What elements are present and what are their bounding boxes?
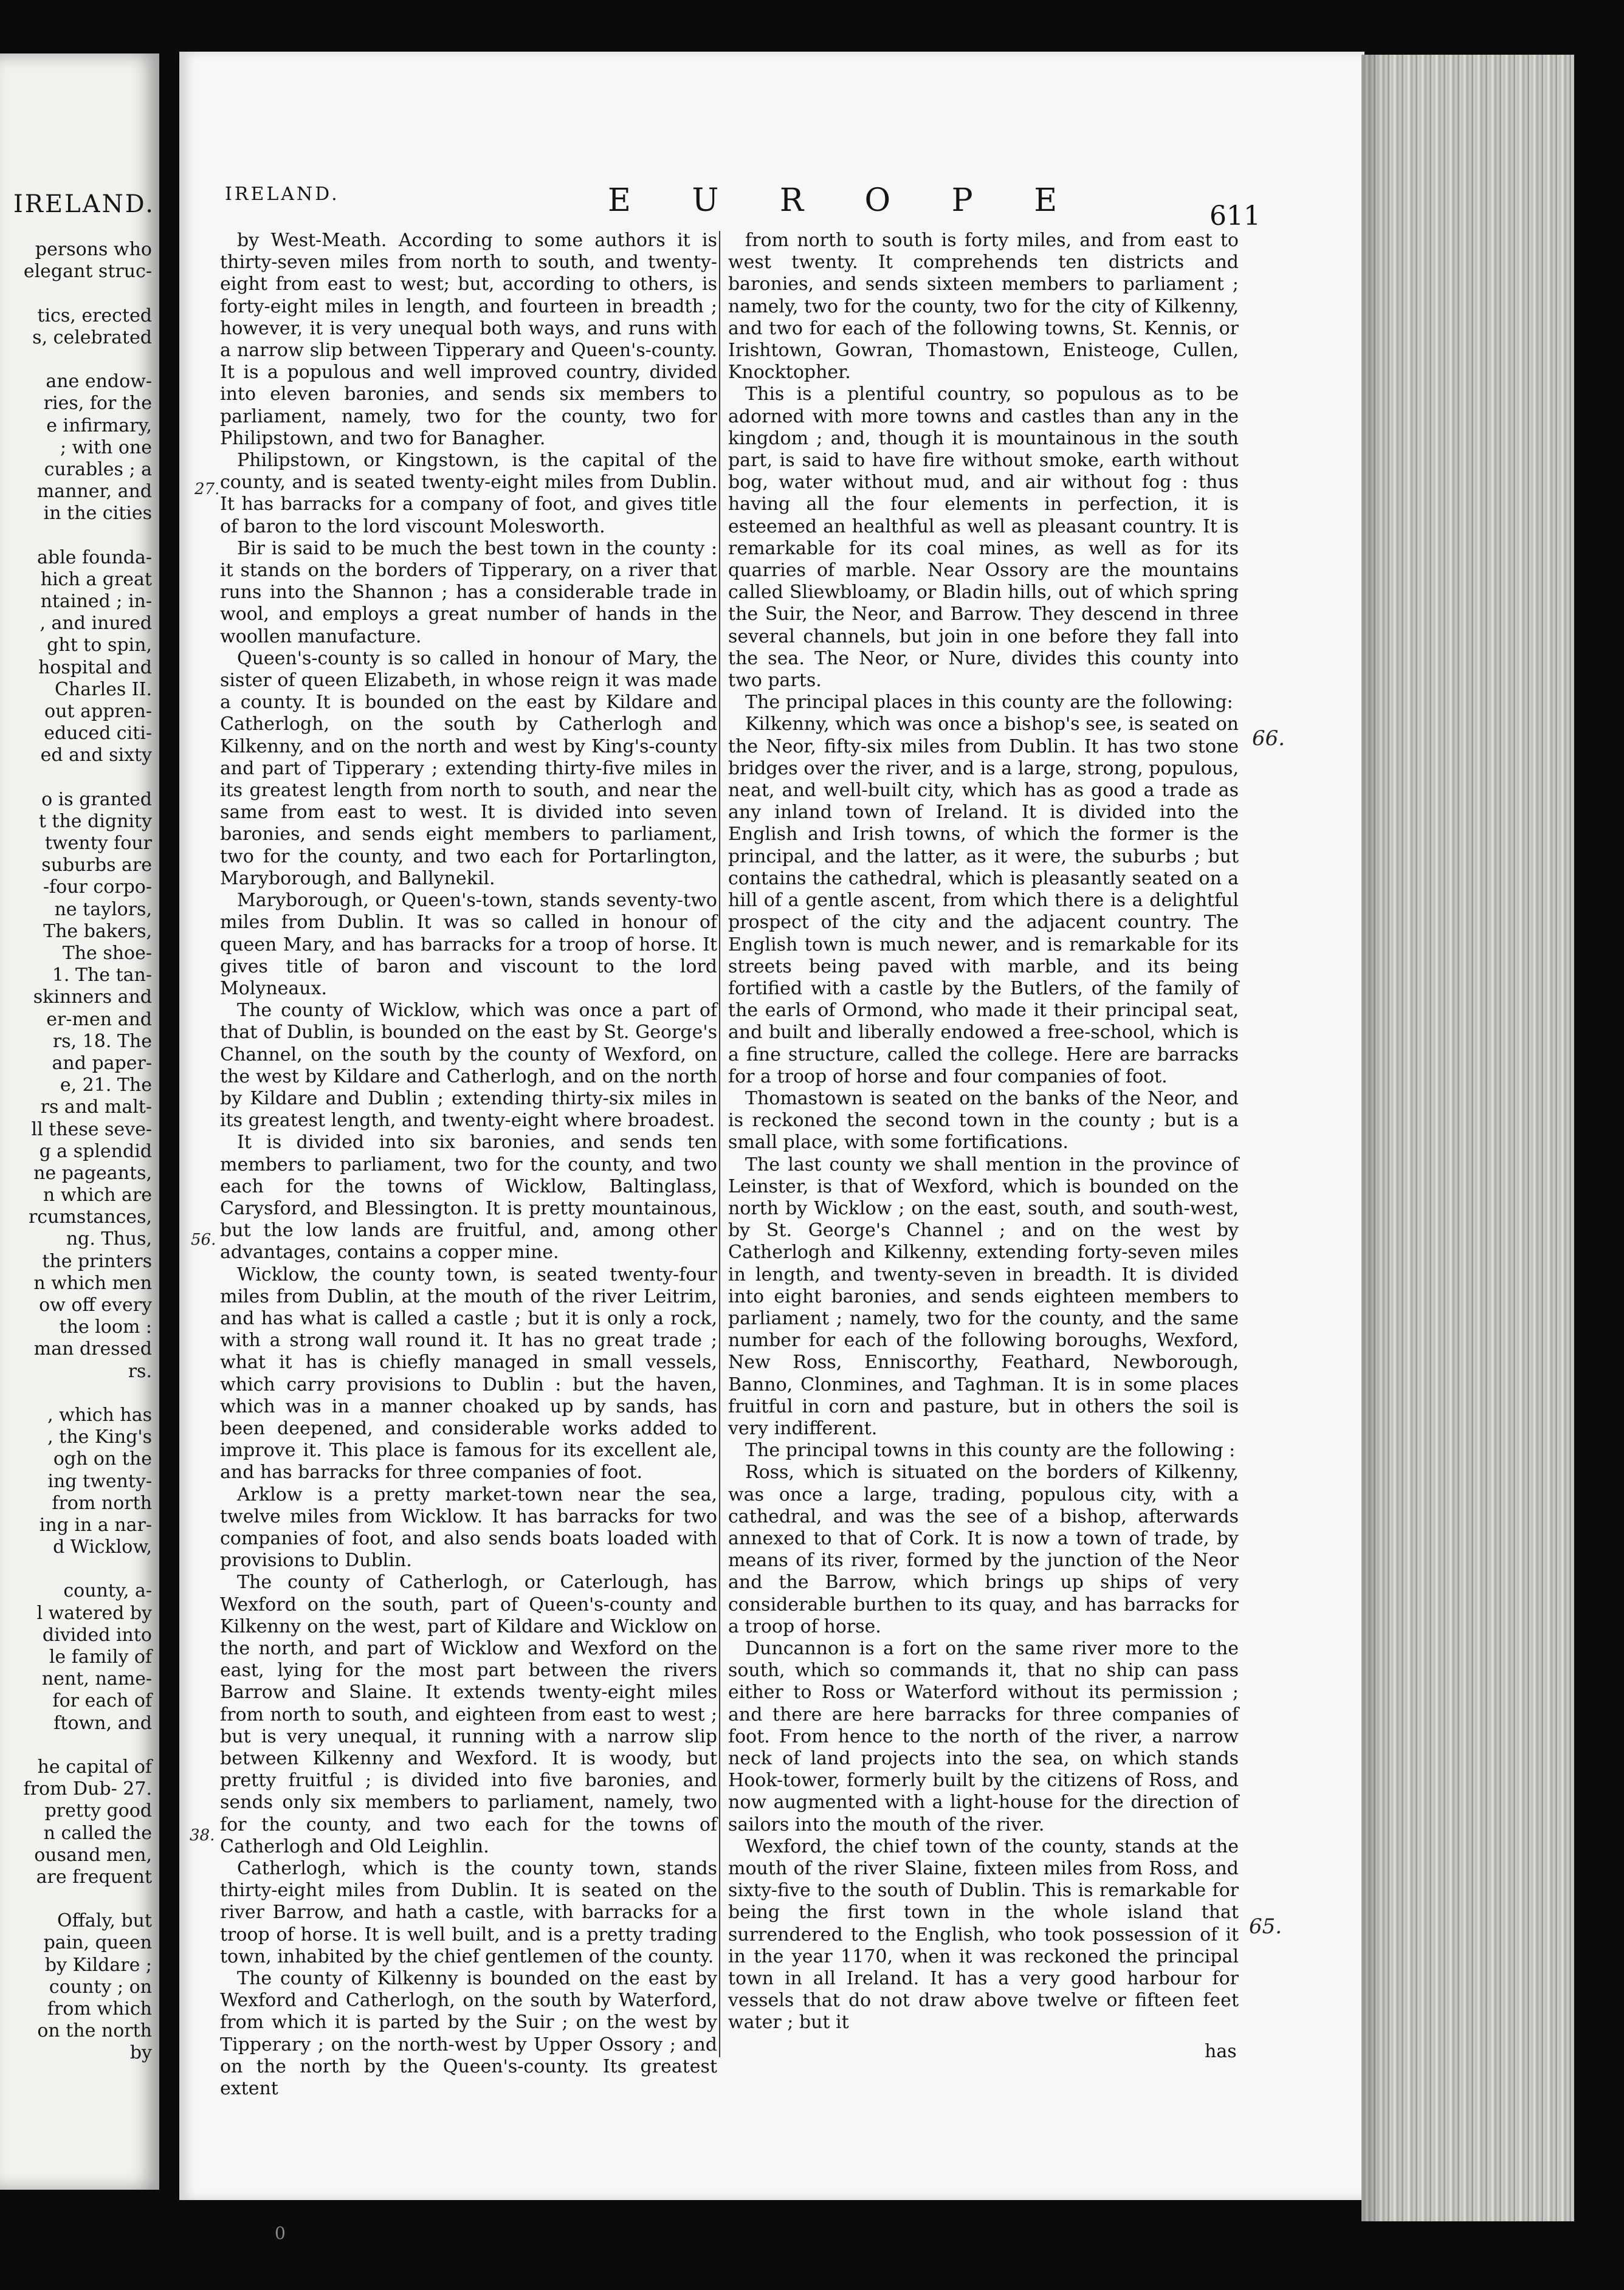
text-fragment: 1. The tan- <box>52 964 152 986</box>
column-divider <box>719 231 720 2057</box>
text-fragment: ntained ; in- <box>40 591 152 612</box>
text-fragment: hospital and <box>38 656 152 678</box>
text-fragment: able founda- <box>36 546 152 568</box>
left-page-fragments <box>0 239 152 2065</box>
paragraph: Thomastown is seated on the banks of the Neor, and is reckoned the second town in the county ; but is a small place, with some fortifications. <box>728 1087 1239 1154</box>
text-fragment: ght to spin, <box>47 634 152 656</box>
text-fragment: , and inured <box>40 613 152 634</box>
text-fragment: ing in a nar- <box>39 1514 152 1536</box>
text-fragment: from north <box>52 1492 152 1514</box>
text-fragment: twenty four <box>44 833 152 854</box>
paragraph: This is a plentiful country, so populous as to be adorned with more towns and castles than any in the kingdom ; and, though it is mountainous in the south part, is said to have fire without smoke, earth without bog, water without mud, and air without fog : thus having all the four elements in perfection, it is esteemed an healthful as well as pleasant country. It is remarkable for its coal mines, as well as for its quarries of marble. Near Ossory are the mountains called Sliewbloamy, or Bladin hills, out of which spring the Suir, the Neor, and Barrow. They descend in three several channels, but join in one before they fall into the sea. The Neor, or Nure, divides this county into two parts. <box>728 383 1239 692</box>
text-fragment: on the north <box>37 2020 152 2042</box>
text-fragment: e infirmary, <box>46 414 152 436</box>
text-fragment: man dressed <box>33 1338 152 1360</box>
text-fragment: g a splendid <box>39 1140 152 1162</box>
text-fragment: for each of <box>52 1690 152 1712</box>
text-fragment: n called the <box>43 1822 152 1844</box>
text-fragment: Offaly, but <box>57 1910 152 1932</box>
text-fragment: ne taylors, <box>54 898 152 920</box>
text-fragment: are frequent <box>36 1866 152 1888</box>
paragraph: The last county we shall mention in the province of Leinster, is that of Wexford, which is bounded on the north by Wicklow ; on the east, south, and south-west, by St. George's Channel ; and on the west by Catherlogh and Kilkenny, extending forty-seven miles in length, and twenty-seven in breadth. It is divided into eight baronies, and sends eighteen members to parliament ; namely, two for the county, and the same number for each of the following boroughs, Wexford, New Ross, Enniscorthy, Feathard, Newborough, Banno, Clonmines, and Taghman. It is in some places fruitful in corn and pasture, but in others the soil is very indifferent. <box>728 1154 1239 1439</box>
text-fragment: l watered by <box>36 1602 152 1624</box>
text-fragment: and paper- <box>52 1052 152 1074</box>
left-running-head: IRELAND. <box>13 190 155 218</box>
text-fragment: ow off every <box>39 1295 152 1316</box>
text-fragment: ries, for the <box>43 393 152 414</box>
paragraph: It is divided into six baronies, and sends ten members to parliament, two for the county, and two each for the towns of Wicklow, Baltinglass, Carysford, and Blessington. It is pretty mountainous, but the low lands are fruitful, and, among other advantages, contains a copper mine. <box>220 1132 717 1264</box>
text-fragment: , which has <box>47 1404 152 1426</box>
text-fragment <box>0 349 152 371</box>
margin-note-66: 66. <box>1252 726 1285 751</box>
text-fragment: , the King's <box>47 1426 152 1448</box>
page-number: 611 <box>1209 201 1261 232</box>
text-fragment: er-men and <box>46 1008 152 1030</box>
text-fragment: The bakers, <box>43 920 152 942</box>
text-fragment: tics, erected <box>37 304 152 326</box>
text-fragment: ; with one <box>60 436 152 458</box>
text-fragment <box>0 1888 152 1910</box>
text-fragment: n which are <box>43 1185 152 1206</box>
text-fragment: curables ; a <box>44 458 152 480</box>
text-fragment: rs and malt- <box>40 1096 152 1118</box>
text-fragment: suburbs are <box>41 854 152 876</box>
text-fragment: manner, and <box>36 481 152 503</box>
text-fragment: rs, 18. The <box>52 1030 152 1052</box>
paragraph: Wicklow, the county town, is seated twenty-four miles from Dublin, at the mouth of the river Leitrim, and has what is called a castle ; but it is only a rock, with a strong wall round it. It has no great trade ; what it has is chiefly managed in small vessels, which carry provisions to Dublin : but the haven, which was in a manner choaked up by sands, has been deepened, and considerable works added to improve it. This place is famous for its excellent ale, and has barracks for three companies of foot. <box>220 1264 717 1484</box>
text-fragment: ing twenty- <box>47 1470 152 1492</box>
text-fragment: ane endow- <box>46 371 152 393</box>
paragraph: Wexford, the chief town of the county, stands at the mouth of the river Slaine, fixteen miles from Ross, and sixty-five to the south of Dublin. This is remarkable for being the first town in the whole island that surrendered to the English, who took possession of it in the year 1170, when it was reckoned the principal town in all Ireland. It has a very good harbour for vessels that do not draw above twelve or fifteen feet water ; but it <box>728 1835 1239 2034</box>
paragraph: The county of Catherlogh, or Caterlough, has Wexford on the south, part of Queen's-county and Kilkenny on the west, part of Kildare and Wicklow on the north, and part of Wicklow and Wexford on the east, lying for the most part between the rivers Barrow and Slaine. It extends twenty-eight miles from north to south, and eighteen from east to west ; but is very unequal, it running with a narrow slip between Kilkenny and Wexford. It is woody, but pretty fruitful ; is divided into five baronies, and sends only six members to parliament, namely, two for the county, and two each for the towns of Catherlogh and Old Leighlin. <box>220 1572 717 1857</box>
text-fragment: rs. <box>128 1360 152 1382</box>
paragraph: Queen's-county is so called in honour of Mary, the sister of queen Elizabeth, in whose reign it was made a county. It is bounded on the east by Kildare and Catherlogh, on the south by Catherlogh and Kilkenny, and on the north and west by King's-county and part of Tipperary ; extending thirty-five miles in its greatest length from north to south, and near the same from east to west. It is divided into seven baronies, and sends eight members to parliament, two for the county, and two each for Portarlington, Maryborough, and Ballynekil. <box>220 647 717 889</box>
text-fragment: ll these seve- <box>31 1118 152 1140</box>
catchword: has <box>1205 2041 1237 2062</box>
text-fragment <box>0 1558 152 1580</box>
page-edge-shadow <box>1361 55 1386 2221</box>
text-fragment: nent, name- <box>41 1668 152 1690</box>
text-fragment: county ; on <box>49 1976 152 1998</box>
text-fragment: hich a great <box>40 568 152 590</box>
paragraph: Maryborough, or Queen's-town, stands seventy-two miles from Dublin. It was so called in honour of queen Mary, and has barracks for a troop of horse. It gives title of baron and viscount to the lord Molyneaux. <box>220 890 717 999</box>
text-fragment: ed and sixty <box>40 744 152 766</box>
text-fragment <box>0 767 152 789</box>
running-head: IRELAND. <box>225 184 340 205</box>
text-fragment: from which <box>47 1998 152 2020</box>
paragraph: The principal places in this county are the following: <box>745 692 1233 713</box>
text-fragment: in the cities <box>43 503 152 524</box>
text-fragment: pain, queen <box>43 1932 152 1954</box>
text-fragment: -four corpo- <box>43 876 152 898</box>
paragraph: Ross, which is situated on the borders of Kilkenny, was once a large, trading, populous city, with a cathedral, and was the see of a bishop, afterwards annexed to that of Cork. It is now a town of trade, by means of its river, formed by the junction of the Neor and the Barrow, which brings up ships of very considerable burthen to its quay, and has barracks for a troop of horse. <box>728 1462 1239 1637</box>
text-fragment: persons who <box>35 239 152 260</box>
paragraph: from north to south is forty miles, and from east to west twenty. It comprehends ten districts and baronies, and sends sixteen members to parliament ; namely, two for the county, two for the city of Kilkenny, and two for each of the following towns, St. Kennis, or Irishtown, Gowran, Thomastown, Enisteoge, Cullen, Knocktopher. <box>728 230 1239 383</box>
paragraph: The county of Kilkenny is bounded on the east by Wexford and Catherlogh, on the south by Waterford, from which it is parted by the Suir ; on the west by Tipperary ; on the north-west by Upper Ossory ; and on the north by the Queen's-county. Its greatest extent <box>220 1968 717 2100</box>
margin-note-27: 27. <box>194 480 220 498</box>
text-column-right <box>728 230 1239 2034</box>
text-fragment: le family of <box>49 1646 152 1668</box>
text-fragment: e, 21. The <box>60 1075 152 1096</box>
margin-note-65: 65. <box>1249 1914 1282 1939</box>
text-fragment: rcumstances, <box>28 1206 152 1228</box>
page-edges <box>1361 55 1574 2221</box>
paragraph: Bir is said to be much the best town in the county : it stands on the borders of Tipperary, on a river that runs into the Shannon ; has a considerable trade in wool, and employs a great number of hands in the woollen manufacture. <box>220 537 717 647</box>
text-fragment: n which men <box>33 1272 152 1294</box>
text-fragment: pretty good <box>44 1800 152 1822</box>
text-fragment: by Kildare ; <box>44 1954 152 1976</box>
paragraph: Arklow is a pretty market-town near the sea, twelve miles from Wicklow. It has barracks for two companies of foot, and also sends boats loaded with provisions to Dublin. <box>220 1484 717 1572</box>
text-fragment: ousand men, <box>34 1844 152 1866</box>
paragraph: Catherlogh, which is the county town, stands thirty-eight miles from Dublin. It is seated on the river Barrow, and hath a castle, with barracks for a troop of horse. It is well built, and is a pretty trading town, inhabited by the chief gentlemen of the county. <box>220 1858 717 1967</box>
margin-note-38: 38. <box>190 1826 215 1845</box>
text-fragment: elegant struc- <box>23 261 152 283</box>
text-fragment: from Dub- 27. <box>23 1778 152 1800</box>
text-fragment: s, celebrated <box>32 326 152 348</box>
page-title: E U R O P E <box>608 182 1083 219</box>
text-fragment: skinners and <box>33 986 152 1008</box>
left-page <box>0 53 159 2190</box>
text-fragment <box>0 524 152 546</box>
paragraph: The county of Wicklow, which was once a part of that of Dublin, is bounded on the east by St. George's Channel, on the south by the county of Wexford, on the west by Kildare and Catherlogh, and on the north by Kildare and Dublin ; extending thirty-six miles in its greatest length, and twenty-eight where broadest. <box>220 1000 717 1132</box>
text-fragment: he capital of <box>37 1756 152 1778</box>
margin-note-56: 56. <box>191 1231 216 1249</box>
text-fragment <box>0 1735 152 1756</box>
text-fragment: ftown, and <box>53 1712 152 1734</box>
text-fragment: ne pageants, <box>33 1162 152 1184</box>
text-fragment: ng. Thus, <box>66 1228 152 1250</box>
text-fragment: ogh on the <box>53 1448 152 1470</box>
text-fragment: by <box>129 2042 152 2064</box>
bottom-mark: 0 <box>275 2223 286 2243</box>
text-fragment: the printers <box>42 1250 152 1272</box>
text-fragment: out appren- <box>44 700 152 722</box>
text-fragment: Charles II. <box>54 678 152 700</box>
text-fragment: o is granted <box>41 788 152 810</box>
text-fragment: educed citi- <box>44 723 152 744</box>
text-fragment <box>0 1383 152 1405</box>
text-fragment: d Wicklow, <box>53 1536 152 1558</box>
paragraph: Duncannon is a fort on the same river more to the south, which so commands it, that no ship can pass either to Ross or Waterford without its permission ; and there are here barracks for three companies of foot. From hence to the north of the river, a narrow neck of land projects into the sea, on which stands Hook-tower, formerly built by the citizens of Ross, and now augmented with a light-house for the direction of sailors into the mouth of the river. <box>728 1638 1239 1835</box>
paragraph: Kilkenny, which was once a bishop's see, is seated on the Neor, fifty-six miles from Dublin. It has two stone bridges over the river, and is a large, strong, populous, neat, and well-built city, which has as good a trade as any inland town of Ireland. It is divided into the English and Irish towns, of which the former is the principal, and the latter, as it were, the suburbs ; but contains the cathedral, which is pleasantly seated on a hill of a gentle ascent, from which there is a delightful prospect of the city and the adjacent country. The English town is much newer, and is remarkable for its streets being paved with marble, and its being fortified with a castle by the Butlers, of the family of the earls of Ormond, who made it their principal seat, and built and liberally endowed a free-school, which is a fine structure, called the college. Here are barracks for a troop of horse and four companies of foot. <box>728 713 1239 1087</box>
paragraph: by West-Meath. According to some authors it is thirty-seven miles from north to south, and twenty-eight from east to west; but, according to others, is forty-eight miles in length, and fourteen in breadth ; however, it is very unequal both ways, and runs with a narrow slip between Tipperary and Queen's-county. It is a populous and well improved country, divided into eleven baronies, and sends six members to parliament, namely, two for the county, two for Philipstown, and two for Banagher. <box>220 230 717 449</box>
paragraph: Philipstown, or Kingstown, is the capital of the county, and is seated twenty-eight miles from Dublin. It has barracks for a company of foot, and gives title of baron to the lord viscount Molesworth. <box>220 450 717 537</box>
paragraph: The principal towns in this county are the following : <box>745 1440 1236 1462</box>
text-fragment: t the dignity <box>38 810 152 832</box>
text-fragment: divided into <box>42 1624 152 1646</box>
text-fragment: county, a- <box>63 1580 152 1602</box>
text-fragment: The shoe- <box>62 943 152 964</box>
text-column-left <box>220 230 717 2100</box>
text-fragment <box>0 283 152 304</box>
text-fragment: the loom : <box>59 1316 152 1338</box>
